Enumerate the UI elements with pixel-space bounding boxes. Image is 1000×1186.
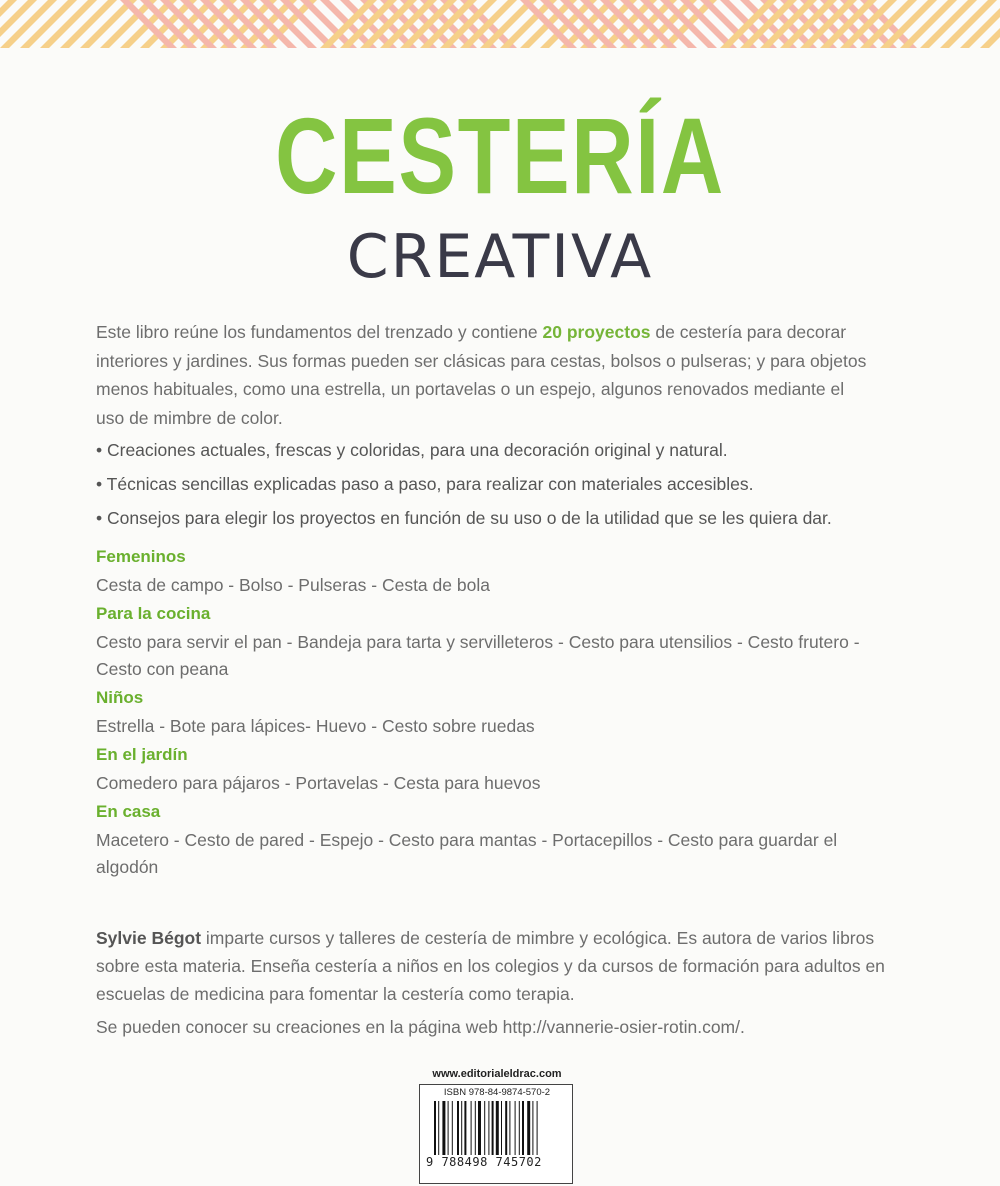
stripe-pattern	[0, 0, 1000, 48]
feature-item: • Creaciones actuales, frescas y coloridas, para una decoración original y natural.	[96, 440, 728, 460]
feature-item: • Consejos para elegir los proyectos en función de su uso o de la utilidad que se les quiera dar.	[96, 508, 832, 528]
category-items: Cesto para servir el pan - Bandeja para tarta y servilleteros - Cesto para utensilios - Cesto frutero - Cesto con peana	[96, 632, 860, 679]
intro-highlight: 20 proyectos	[542, 322, 651, 342]
barcode-bar	[461, 1101, 462, 1155]
barcode-bar	[505, 1101, 507, 1155]
barcode-bar	[492, 1101, 494, 1155]
barcode-bar	[501, 1101, 502, 1155]
book-title: CESTERÍA	[275, 95, 725, 216]
category-items: Cesta de campo - Bolso - Pulseras - Cesta de bola	[96, 575, 490, 595]
feature-item: • Técnicas sencillas explicadas paso a paso, para realizar con materiales accesibles.	[96, 474, 754, 494]
intro-text-after: de cestería para decorar interiores y jardines. Sus formas pueden ser clásicas para cestas, bolsos o pulseras; y para objetos menos habituales, como una estrella, un portavelas o un espejo, algunos renovados mediante el uso de mimbre de color.	[96, 322, 867, 428]
barcode-bar	[442, 1101, 445, 1155]
barcode-bar	[475, 1101, 476, 1155]
barcode	[419, 1084, 573, 1184]
decorative-stripe-band	[0, 0, 1000, 48]
category-items: Comedero para pájaros - Portavelas - Cesta para huevos	[96, 773, 541, 793]
barcode-bar	[527, 1101, 530, 1155]
barcode-bar	[532, 1101, 533, 1155]
barcode-bar	[522, 1101, 524, 1155]
barcode-bar	[448, 1101, 449, 1155]
barcode-bar	[478, 1101, 481, 1155]
isbn-text: ISBN 978-84-9874-570-2	[443, 1087, 551, 1098]
author-bio-text: imparte cursos y talleres de cestería de mimbre y ecológica. Es autora de varios libros sobre esta materia. Enseña cestería a niños en los colegios y da cursos de formación para adultos en escuelas de medicina para fomentar la cestería como terapia.	[96, 928, 885, 1004]
barcode-bar	[471, 1101, 472, 1155]
barcode-bar	[484, 1101, 485, 1155]
category-jardin	[96, 743, 896, 797]
publisher-url: www.editorialeldrac.com	[432, 1068, 562, 1080]
barcode-bar	[496, 1101, 499, 1155]
barcode-bar	[452, 1101, 453, 1155]
category-items: Macetero - Cesto de pared - Espejo - Cesto para mantas - Portacepillos - Cesto para guardar el algodón	[96, 830, 838, 877]
barcode-bar	[434, 1101, 436, 1155]
feature-list	[96, 439, 896, 541]
barcode-bar	[438, 1101, 439, 1155]
barcode-bars	[434, 1101, 560, 1155]
book-subtitle: CREATIVA	[346, 222, 654, 292]
author-bio	[96, 924, 896, 1008]
category-title: En casa	[96, 802, 161, 821]
barcode-bar	[515, 1101, 516, 1155]
category-title: Femeninos	[96, 547, 186, 566]
author-web-line: Se pueden conocer su creaciones en la página web http://vannerie-osier-rotin.com/.	[96, 1017, 745, 1037]
category-cocina	[96, 602, 896, 683]
barcode-bar	[519, 1101, 520, 1155]
category-title: Niños	[96, 688, 144, 707]
barcode-bar	[488, 1101, 489, 1155]
category-casa	[96, 800, 896, 881]
barcode-bar	[457, 1101, 459, 1155]
intro-text-before: Este libro reúne los fundamentos del trenzado y contiene	[96, 322, 543, 342]
category-items: Estrella - Bote para lápices- Huevo - Cesto sobre ruedas	[96, 716, 535, 736]
category-ninos	[96, 686, 896, 740]
category-title: En el jardín	[96, 745, 188, 764]
intro-paragraph	[96, 318, 876, 432]
ean-number: 9 788498 745702	[426, 1155, 542, 1169]
category-femeninos	[96, 545, 896, 599]
author-name: Sylvie Bégot	[96, 928, 202, 948]
barcode-bar	[537, 1101, 538, 1155]
barcode-bar	[509, 1101, 510, 1155]
project-categories	[96, 542, 896, 881]
barcode-bar	[464, 1101, 466, 1155]
category-title: Para la cocina	[96, 604, 211, 623]
